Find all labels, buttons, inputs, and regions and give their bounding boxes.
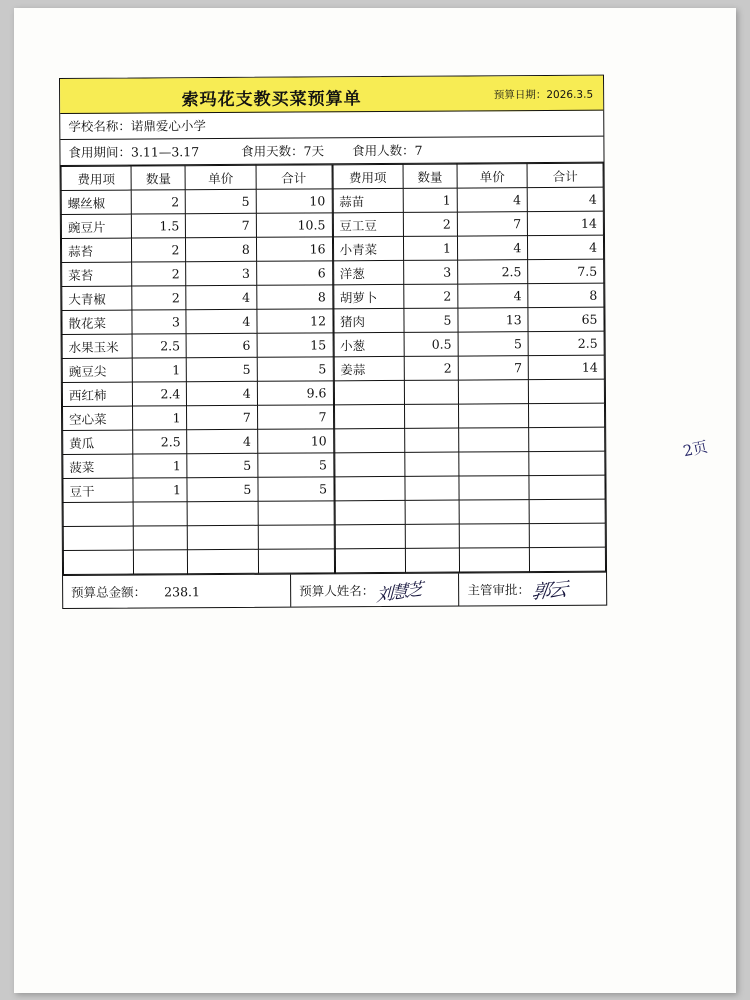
cell-qty: 2.5 <box>132 334 186 358</box>
table-row <box>334 451 605 477</box>
cell-price: 5 <box>458 332 528 356</box>
table-row <box>63 549 334 575</box>
cell-qty: 1 <box>133 358 187 382</box>
cell-qty: 3 <box>403 260 457 284</box>
header-item: 费用项 <box>61 166 131 190</box>
table-header-row <box>333 163 604 189</box>
cell-item: 蒜苔 <box>61 238 131 262</box>
school-value: 诺鼎爱心小学 <box>130 118 206 134</box>
header-qty: 数量 <box>403 164 457 188</box>
cell-total: 12 <box>257 309 333 333</box>
cell-total: 8 <box>528 283 604 307</box>
table-row <box>335 499 606 525</box>
preparer-signature: 刘慧芝 <box>376 579 422 606</box>
page-number-mark: 2页 <box>681 437 710 461</box>
table-row <box>63 405 334 431</box>
cell-item: 豆干 <box>63 478 133 502</box>
header-qty: 数量 <box>131 166 185 190</box>
cell-price: 4 <box>457 188 527 212</box>
cell-total: 7.5 <box>528 259 604 283</box>
cell-price: 4 <box>457 236 527 260</box>
cell-item: 散花菜 <box>62 310 132 334</box>
cell-qty <box>404 428 458 452</box>
cell-qty: 2 <box>132 190 186 214</box>
cell-item <box>334 428 404 452</box>
cell-qty <box>133 502 187 526</box>
cell-qty: 2 <box>132 262 186 286</box>
paper-sheet <box>14 8 736 993</box>
cell-item <box>335 524 405 548</box>
table-row <box>62 357 333 383</box>
approver-cell <box>459 573 606 606</box>
cell-qty: 1.5 <box>132 214 186 238</box>
budget-date <box>494 87 593 103</box>
cell-total: 6 <box>256 261 332 285</box>
cell-item: 水果玉米 <box>62 334 132 358</box>
header-total: 合计 <box>256 165 332 189</box>
cell-total <box>529 427 605 451</box>
expense-table-right-wrap <box>332 163 606 574</box>
approver-label: 主管审批： <box>467 582 531 598</box>
people-value: 7 <box>414 142 423 158</box>
table-row <box>333 235 604 261</box>
cell-price: 3 <box>186 261 256 285</box>
cell-item: 小葱 <box>334 332 404 356</box>
cell-price: 7 <box>187 405 257 429</box>
cell-total: 5 <box>258 453 334 477</box>
cell-total <box>529 499 605 523</box>
cell-item: 小青菜 <box>333 236 403 260</box>
cell-qty <box>405 548 459 572</box>
table-row <box>62 381 333 407</box>
table-row <box>62 285 333 311</box>
cell-price <box>188 525 258 549</box>
cell-qty <box>134 550 188 574</box>
table-row <box>61 213 332 239</box>
cell-total <box>258 549 334 573</box>
preparer-cell <box>291 574 460 607</box>
period-row <box>60 137 603 166</box>
table-row <box>334 379 605 405</box>
cell-item: 豆工豆 <box>333 212 403 236</box>
cell-price: 7 <box>458 356 528 380</box>
cell-qty <box>404 404 458 428</box>
cell-total: 10 <box>257 429 333 453</box>
preparer-label: 预算人姓名： <box>299 583 375 599</box>
cell-item: 豌豆片 <box>61 214 131 238</box>
cell-price: 4 <box>186 285 256 309</box>
cell-total <box>258 501 334 525</box>
cell-qty <box>405 452 459 476</box>
cell-price <box>188 549 258 573</box>
form-title-band <box>60 76 603 114</box>
cell-total <box>529 451 605 475</box>
cell-item <box>63 526 133 550</box>
table-row <box>63 429 334 455</box>
school-row <box>60 111 603 140</box>
cell-qty: 3 <box>132 310 186 334</box>
cell-item: 豌豆尖 <box>62 358 132 382</box>
cell-item <box>334 380 404 404</box>
expense-tables <box>61 163 606 575</box>
cell-qty <box>405 524 459 548</box>
budget-form <box>59 75 607 609</box>
form-footer <box>63 572 606 608</box>
school-label: 学校名称： <box>68 118 131 134</box>
cell-qty: 2 <box>132 286 186 310</box>
cell-qty: 1 <box>403 188 457 212</box>
cell-total: 7 <box>257 405 333 429</box>
page-title: 索玛花支教买菜预算单 <box>181 89 362 111</box>
cell-item: 姜蒜 <box>334 356 404 380</box>
cell-price: 4 <box>186 309 256 333</box>
table-row <box>333 211 604 237</box>
cell-qty: 1 <box>133 478 187 502</box>
cell-qty <box>405 500 459 524</box>
cell-item <box>63 550 133 574</box>
cell-total <box>529 523 605 547</box>
cell-price <box>459 548 529 572</box>
cell-qty <box>405 476 459 500</box>
cell-price: 5 <box>187 357 257 381</box>
cell-price <box>459 524 529 548</box>
cell-total: 10.5 <box>256 213 332 237</box>
cell-qty: 2 <box>404 356 458 380</box>
cell-total: 4 <box>528 235 604 259</box>
period-value: 3.11—3.17 <box>130 144 200 160</box>
cell-price <box>459 500 529 524</box>
total-cell <box>63 575 291 608</box>
cell-price <box>459 476 529 500</box>
budget-date-value: 2026.3.5 <box>546 88 594 102</box>
cell-qty: 2 <box>404 284 458 308</box>
cell-qty <box>134 526 188 550</box>
cell-total: 14 <box>528 211 604 235</box>
cell-price: 6 <box>186 333 256 357</box>
cell-item: 菜苔 <box>62 262 132 286</box>
header-total: 合计 <box>527 163 603 187</box>
cell-item <box>335 548 405 572</box>
expense-table-left <box>61 164 335 575</box>
expense-table-left-wrap <box>61 164 335 575</box>
cell-total: 65 <box>528 307 604 331</box>
table-row <box>62 261 333 287</box>
cell-total: 5 <box>257 357 333 381</box>
table-row <box>61 237 332 263</box>
cell-qty <box>404 380 458 404</box>
cell-item: 大青椒 <box>62 286 132 310</box>
cell-total <box>529 403 605 427</box>
header-price: 单价 <box>457 164 527 188</box>
cell-price <box>458 404 528 428</box>
cell-total: 16 <box>256 237 332 261</box>
cell-item <box>334 476 404 500</box>
cell-item <box>334 404 404 428</box>
cell-qty: 2.5 <box>133 430 187 454</box>
table-header-row <box>61 165 332 191</box>
table-row <box>63 501 334 527</box>
total-label: 预算总金额： <box>71 584 147 600</box>
table-row <box>334 355 605 381</box>
cell-price: 4 <box>187 381 257 405</box>
cell-item <box>63 502 133 526</box>
expense-table-right <box>332 163 606 574</box>
cell-item: 猪肉 <box>333 308 403 332</box>
cell-price: 7 <box>186 213 256 237</box>
table-row <box>335 523 606 549</box>
cell-qty: 1 <box>403 236 457 260</box>
cell-total: 10 <box>256 189 332 213</box>
cell-qty: 0.5 <box>404 332 458 356</box>
cell-price: 8 <box>186 237 256 261</box>
table-row <box>333 259 604 285</box>
cell-price: 4 <box>187 429 257 453</box>
table-row <box>62 333 333 359</box>
cell-price: 5 <box>187 477 257 501</box>
total-value: 238.1 <box>164 583 200 599</box>
cell-price: 2.5 <box>458 260 528 284</box>
cell-qty: 1 <box>133 454 187 478</box>
days-label: 食用天数： <box>241 143 304 159</box>
approver-signature: 郭云 <box>530 577 568 604</box>
cell-total: 2.5 <box>528 331 604 355</box>
header-item: 费用项 <box>333 164 403 188</box>
cell-total <box>258 525 334 549</box>
table-row <box>334 331 605 357</box>
cell-item: 胡萝卜 <box>333 284 403 308</box>
cell-price: 13 <box>458 308 528 332</box>
cell-item: 空心菜 <box>63 406 133 430</box>
cell-qty: 5 <box>404 308 458 332</box>
cell-qty: 2 <box>132 238 186 262</box>
cell-price <box>459 428 529 452</box>
cell-total <box>529 379 605 403</box>
table-row <box>63 525 334 551</box>
cell-item: 黄瓜 <box>63 430 133 454</box>
table-row <box>333 307 604 333</box>
cell-total <box>529 475 605 499</box>
cell-total: 4 <box>527 187 603 211</box>
cell-price: 5 <box>186 189 256 213</box>
budget-date-label: 预算日期： <box>493 89 547 102</box>
cell-total: 15 <box>257 333 333 357</box>
table-row <box>63 477 334 503</box>
cell-item: 西红柿 <box>62 382 132 406</box>
people-label: 食用人数： <box>352 142 415 159</box>
cell-qty: 1 <box>133 406 187 430</box>
cell-total: 5 <box>258 477 334 501</box>
table-row <box>333 283 604 309</box>
cell-total: 8 <box>257 285 333 309</box>
table-row <box>334 403 605 429</box>
cell-item: 螺丝椒 <box>61 190 131 214</box>
cell-price <box>188 501 258 525</box>
cell-price <box>459 452 529 476</box>
cell-price: 5 <box>187 453 257 477</box>
table-row <box>62 309 333 335</box>
table-row <box>334 427 605 453</box>
cell-qty: 2 <box>403 212 457 236</box>
table-row <box>63 453 334 479</box>
cell-price: 7 <box>457 212 527 236</box>
table-row <box>334 475 605 501</box>
cell-item: 蒜苗 <box>333 188 403 212</box>
period-label: 食用期间： <box>68 144 132 160</box>
cell-item <box>335 500 405 524</box>
cell-qty: 2.4 <box>133 382 187 406</box>
cell-item: 菠菜 <box>63 454 133 478</box>
cell-total <box>530 547 606 571</box>
table-row <box>333 187 604 213</box>
cell-total: 9.6 <box>257 381 333 405</box>
table-row <box>335 547 606 573</box>
cell-item <box>334 452 404 476</box>
cell-total: 14 <box>528 355 604 379</box>
cell-price <box>458 380 528 404</box>
cell-item: 洋葱 <box>333 260 403 284</box>
cell-price: 4 <box>458 284 528 308</box>
days-value: 7天 <box>303 143 325 159</box>
table-row <box>61 189 332 215</box>
header-price: 单价 <box>185 165 255 189</box>
